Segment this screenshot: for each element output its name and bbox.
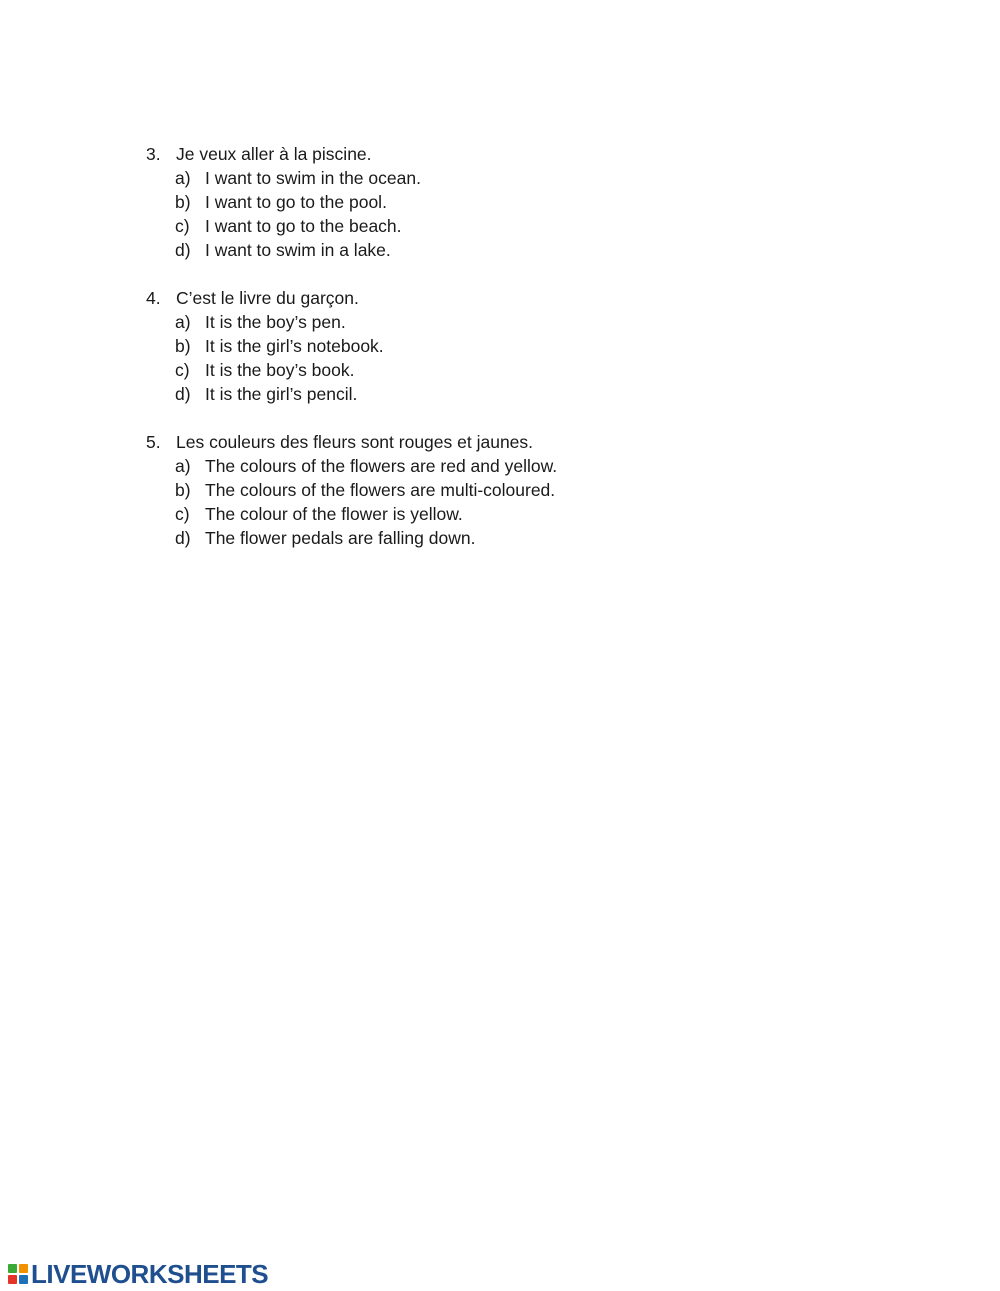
question-number: 4. [146,288,161,308]
logo-block-icon [8,1275,17,1284]
option-letter: b) [175,336,191,356]
question-number: 3. [146,144,161,164]
liveworksheets-logo[interactable] [8,1260,268,1288]
option-text: It is the girl’s pencil. [205,384,358,404]
answer-option[interactable] [146,190,846,214]
question-4 [146,286,846,406]
question-prompt: C’est le livre du garçon. [176,288,359,308]
answer-option[interactable] [146,238,846,262]
option-text: The colours of the flowers are red and yellow. [205,456,558,476]
option-letter: d) [175,384,191,404]
option-text: The flower pedals are falling down. [205,528,476,548]
option-letter: c) [175,216,190,236]
question-5 [146,430,846,550]
option-text: I want to go to the beach. [205,216,402,236]
question-number: 5. [146,432,161,452]
option-letter: c) [175,360,190,380]
logo-block-icon [19,1275,28,1284]
answer-option[interactable] [146,214,846,238]
option-letter: d) [175,240,191,260]
logo-block-icon [19,1264,28,1273]
question-text [146,286,846,310]
option-text: The colours of the flowers are multi-coloured. [205,480,556,500]
answer-option[interactable] [146,166,846,190]
option-text: The colour of the flower is yellow. [205,504,463,524]
answer-option[interactable] [146,526,846,550]
option-letter: c) [175,504,190,524]
option-letter: a) [175,168,191,188]
answer-option[interactable] [146,310,846,334]
question-prompt: Je veux aller à la piscine. [176,144,372,164]
question-3 [146,142,846,262]
option-letter: a) [175,312,191,332]
answer-option[interactable] [146,454,846,478]
option-letter: b) [175,480,191,500]
logo-block-icon [8,1264,17,1273]
option-letter: d) [175,528,191,548]
worksheet [146,142,846,574]
logo-text: LIVEWORKSHEETS [31,1258,269,1289]
answer-option[interactable] [146,478,846,502]
option-text: It is the boy’s pen. [205,312,346,332]
question-text [146,430,846,454]
question-prompt: Les couleurs des fleurs sont rouges et jaunes. [176,432,534,452]
option-text: It is the girl’s notebook. [205,336,384,356]
answer-option[interactable] [146,358,846,382]
option-letter: a) [175,456,191,476]
option-text: I want to swim in a lake. [205,240,391,260]
option-text: It is the boy’s book. [205,360,355,380]
liveworksheets-logo-icon [8,1264,28,1284]
option-text: I want to swim in the ocean. [205,168,421,188]
answer-option[interactable] [146,334,846,358]
answer-option[interactable] [146,382,846,406]
answer-option[interactable] [146,502,846,526]
question-text [146,142,846,166]
option-letter: b) [175,192,191,212]
option-text: I want to go to the pool. [205,192,387,212]
